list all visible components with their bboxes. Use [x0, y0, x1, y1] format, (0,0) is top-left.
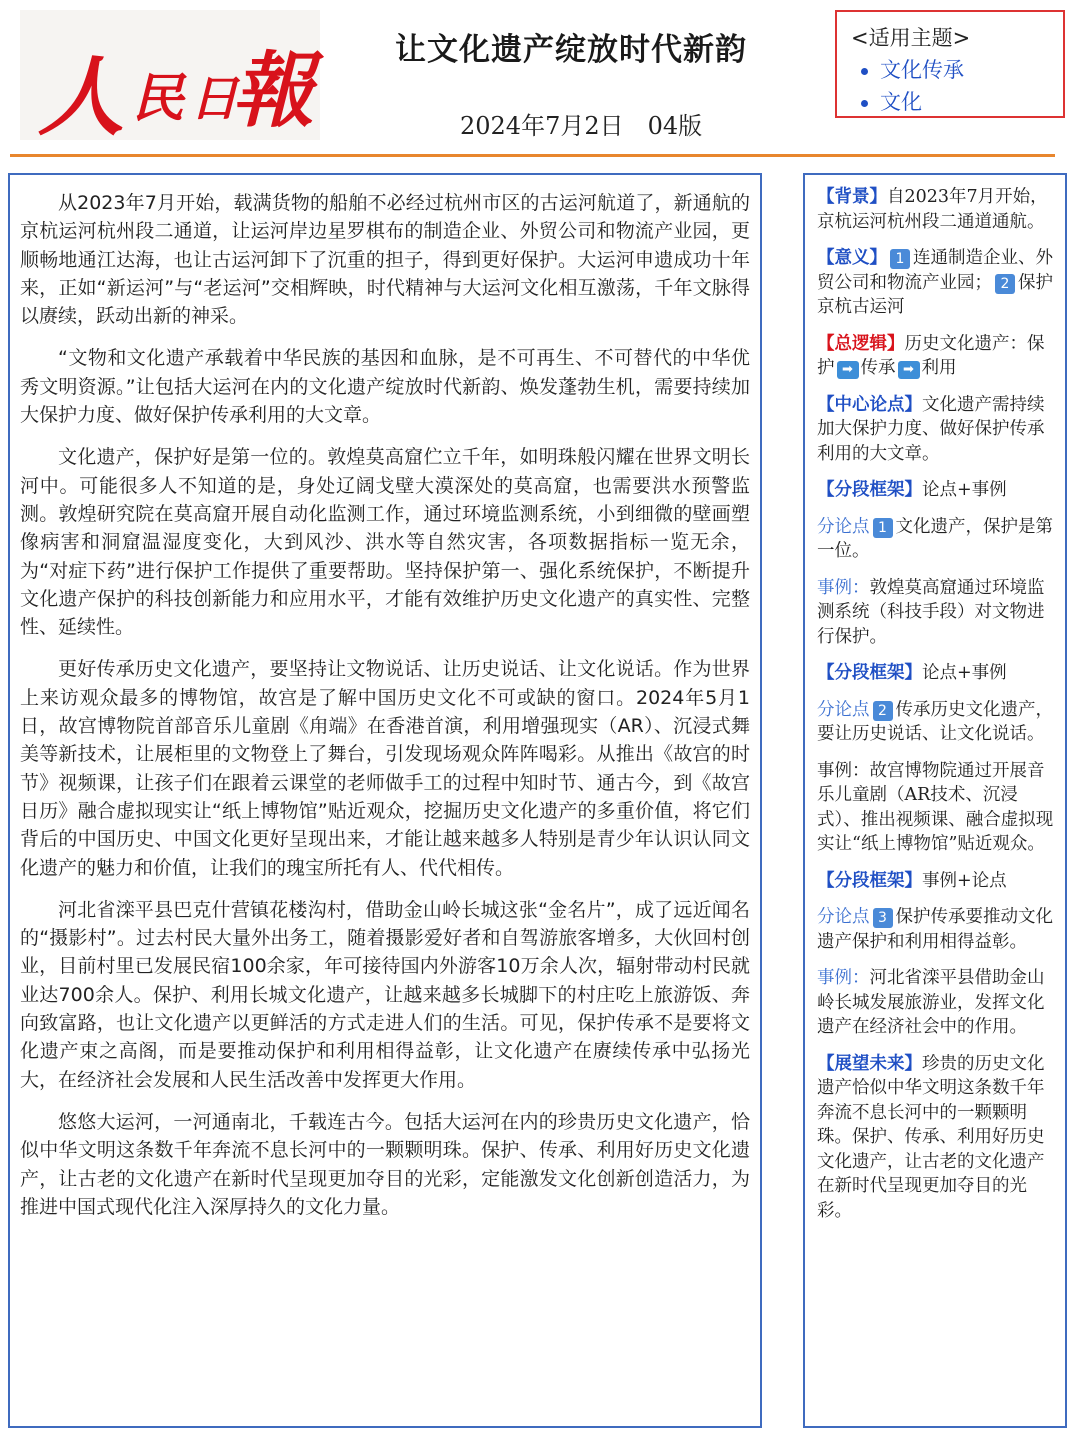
note-label: 事例：	[817, 577, 870, 598]
newspaper-logo	[20, 10, 320, 148]
theme-title: <适用主题>	[851, 26, 971, 50]
note-text: 保护传承要推动文化遗产保护和利用相得益彰。	[817, 907, 1053, 952]
note-text: 文化遗产需持续加大保护力度、做好保护传承利用的大文章。	[817, 394, 1045, 464]
theme-item	[851, 86, 1049, 116]
note-label: 分论点	[817, 516, 870, 537]
number-badge: 1	[890, 249, 910, 269]
note-text: 文化遗产，保护是第一位。	[817, 516, 1053, 561]
note-outlook	[817, 1052, 1055, 1224]
bullet-icon	[861, 100, 868, 107]
number-badge: 1	[873, 518, 893, 538]
page-header	[0, 0, 1080, 160]
note-frame	[817, 869, 1055, 894]
note-text: 论点+事例	[922, 663, 1007, 683]
article-paragraph: 更好传承历史文化遗产，要坚持让文物说话、让历史说话、让文化说话。作为世界上来访观众最多的博物馆，故宫是了解中国历史文化不可或缺的窗口。2024年5月1日，故宫博物院首部音乐儿童剧《甪端》在香港首演，利用增强现实（AR）、沉浸式舞美等新技术，让展柜里的文物登上了舞台，引发现场观众阵阵喝彩。从推出《故宫的时节》视频课，让孩子们在跟着云课堂的老师做手工的过程中知时节、通古今，到《故宫日历》融合虚拟现实让“纸上博物馆”贴近观众，挖掘历史文化遗产的多重价值，将它们背后的中国历史、中国文化更好呈现出来，才能让越来越多人特别是青少年认识认同文化遗产的魅力和价值，让我们的瑰宝所托有人、代代相传。	[20, 658, 750, 879]
note-text: 珍贵的历史文化遗产恰似中华文明这条数千年奔流不息长河中的一颗颗明珠。保护、传承、利用好历史文化遗产，让古老的文化遗产在新时代呈现更加夺目的光彩。	[817, 1053, 1045, 1221]
note-sub-argument	[817, 698, 1055, 747]
note-text: 河北省滦平县借助金山岭长城发展旅游业，发挥文化遗产在经济社会中的作用。	[817, 968, 1045, 1037]
note-text: 自2023年7月开始，京杭运河杭州段二通道通航。	[817, 187, 1048, 232]
applicable-theme-box	[835, 10, 1065, 118]
note-text: 事例+论点	[922, 870, 1007, 891]
note-text: 故宫博物院通过开展音乐儿童剧（AR技术、沉浸式）、推出视频课、融合虚拟现实让“纸上博物馆”贴近观众。	[817, 760, 1054, 854]
note-label: 分论点	[817, 907, 870, 927]
note-label: 【分段框架】	[817, 870, 922, 891]
note-label: 分论点	[817, 699, 870, 720]
note-text: 历史文化遗产：保护	[817, 333, 1045, 378]
arrow-right-icon: ➡	[837, 361, 859, 379]
article-headline: 让文化遗产绽放时代新韵	[395, 32, 747, 68]
note-example	[817, 966, 1055, 1040]
note-text: 论点+事例	[922, 480, 1007, 500]
note-text: 利用	[921, 358, 957, 378]
note-meaning	[817, 246, 1055, 320]
note-text: 保护京杭古运河	[817, 272, 1053, 317]
note-label: 【分段框架】	[817, 663, 922, 683]
note-label: 事例：	[817, 968, 870, 988]
article-paragraph: 文化遗产，保护好是第一位的。敦煌莫高窟伫立千年，如明珠般闪耀在世界文明长河中。可能很多人不知道的是，身处辽阔戈壁大漠深处的莫高窟，也需要洪水预警监测。敦煌研究院在莫高窟开展自动化监测工作，通过环境监测系统，小到细微的壁画塑像病害和洞窟温湿度变化，大到风沙、洪水等自然灾害，各项数据指标一览无余，为“对症下药”进行保护工作提供了重要帮助。坚持保护第一、强化系统保护，不断提升文化遗产保护的科技创新能力和应用水平，才能有效维护历史文化遗产的真实性、完整性、延续性。	[20, 446, 750, 639]
article-dateline: 2024年7月2日 04版	[460, 112, 703, 140]
note-label: 【展望未来】	[817, 1053, 922, 1074]
note-logic	[817, 332, 1055, 381]
theme-item-label: 文化	[880, 90, 922, 114]
logo-char: 民	[132, 68, 185, 129]
note-example	[817, 576, 1055, 650]
note-background	[817, 185, 1055, 234]
bullet-icon	[861, 68, 868, 75]
note-example	[817, 759, 1055, 857]
article-paragraph: 从2023年7月开始，载满货物的船舶不必经过杭州市区的古运河航道了，新通航的京杭运河杭州段二通道，让运河岸边星罗棋布的制造企业、外贸公司和物流产业园，更顺畅地通江达海，也让古运河卸下了沉重的担子，得到更好保护。大运河申遗成功十年来，正如“新运河”与“老运河”交相辉映，时代精神与大运河文化相互激荡，千年文脉得以赓续，跃动出新的神采。	[20, 192, 750, 328]
note-sub-argument	[817, 905, 1055, 954]
theme-item-label: 文化传承	[880, 58, 964, 82]
article-body	[8, 173, 762, 1428]
header-divider	[10, 154, 1055, 157]
number-badge: 3	[873, 908, 893, 928]
note-label: 【背景】	[817, 187, 887, 207]
note-text: 连通制造企业、外贸公司和物流产业园；	[817, 248, 1053, 293]
theme-item	[851, 54, 1049, 84]
arrow-right-icon: ➡	[898, 361, 920, 379]
logo-char: 報	[232, 43, 314, 139]
note-central-argument	[817, 393, 1055, 467]
article-paragraph: “文物和文化遗产承载着中华民族的基因和血脉，是不可再生、不可替代的中华优秀文明资源。”让包括大运河在内的文化遗产绽放时代新韵、焕发蓬勃生机，需要持续加大保护力度、做好保护传承利用的大文章。	[20, 347, 750, 427]
number-badge: 2	[995, 274, 1015, 294]
number-badge: 2	[873, 701, 893, 721]
note-text: 敦煌莫高窟通过环境监测系统（科技手段）对文物进行保护。	[817, 577, 1045, 647]
article-paragraph: 河北省滦平县巴克什营镇花楼沟村，借助金山岭长城这张“金名片”，成了远近闻名的“摄影村”。过去村民大量外出务工，随着摄影爱好者和自驾游旅客增多，大伙回村创业，目前村里已发展民宿100余家，年可接待国内外游客10万余人次，辐射带动村民就业达700余人。保护、利用长城文化遗产，让越来越多长城脚下的村庄吃上旅游饭、奔向致富路，也让文化遗产以更鲜活的方式走进人们的生活。可见，保护传承不是要将文化遗产束之高阁，而是要推动保护和利用相得益彰，让文化遗产在赓续传承中弘扬光大，在经济社会发展和人民生活改善中发挥更大作用。	[20, 898, 750, 1091]
note-sub-argument	[817, 515, 1055, 564]
note-frame	[817, 478, 1055, 503]
note-label: 【分段框架】	[817, 480, 922, 500]
logo-char: 人	[38, 47, 124, 148]
analysis-sidebar	[803, 173, 1067, 1428]
note-label: 【中心论点】	[817, 394, 922, 415]
note-text: 传承	[860, 358, 896, 378]
note-label: 【总逻辑】	[817, 333, 905, 354]
article-paragraph: 悠悠大运河，一河通南北，千载连古今。包括大运河在内的珍贵历史文化遗产，恰似中华文明这条数千年奔流不息长河中的一颗颗明珠。保护、传承、利用好历史文化遗产，让古老的文化遗产在新时代呈现更加夺目的光彩，定能激发文化创新创造活力，为推进中国式现代化注入深厚持久的文化力量。	[20, 1110, 750, 1218]
note-label: 【意义】	[817, 248, 887, 268]
note-text: 传承历史文化遗产，要让历史说话、让文化说话。	[817, 699, 1053, 744]
note-frame	[817, 661, 1055, 686]
note-label: 事例：	[817, 760, 870, 781]
logo-char: 日	[190, 71, 239, 127]
